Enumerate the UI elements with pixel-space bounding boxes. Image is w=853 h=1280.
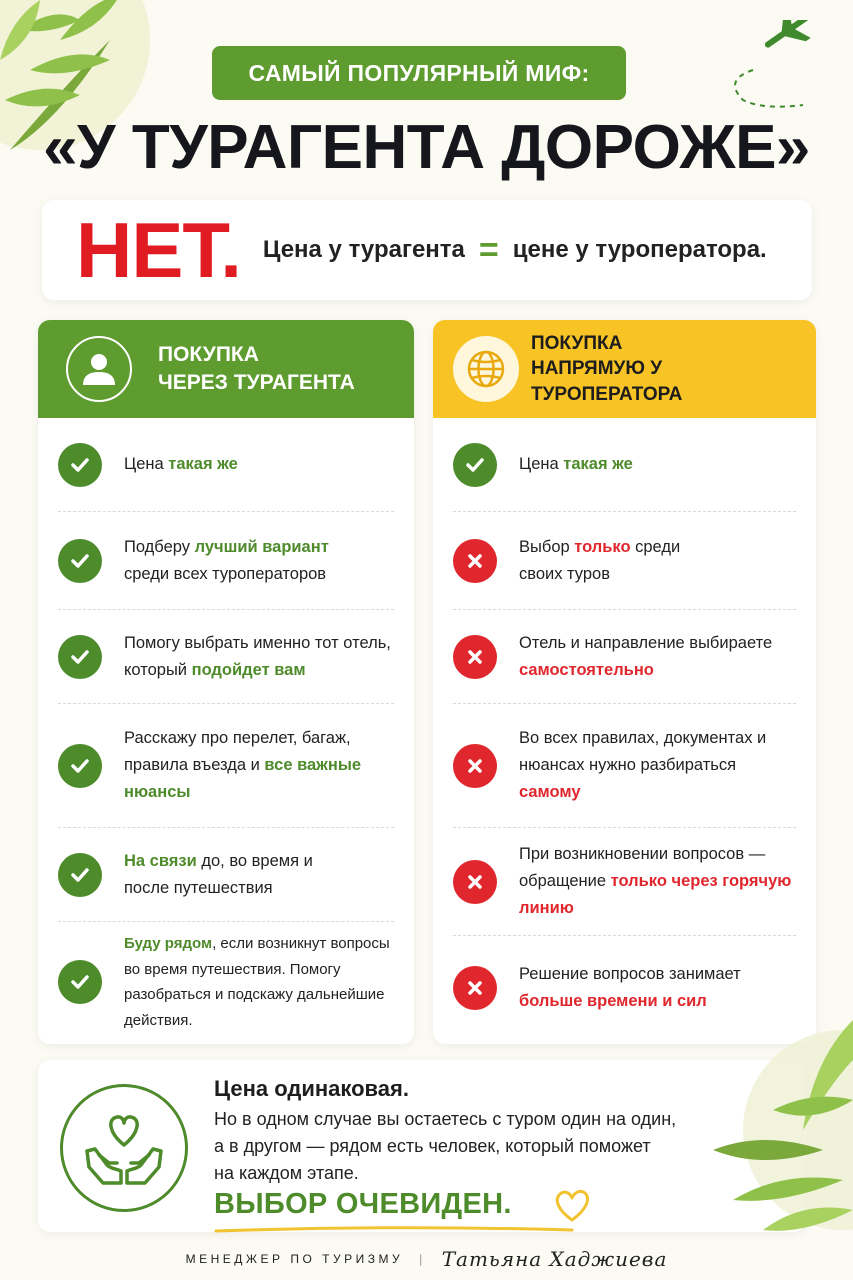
answer-left: Цена у турагента <box>262 236 465 263</box>
conclusion-line: на каждом этапе. <box>214 1163 359 1183</box>
list-item <box>453 418 796 512</box>
answer-box <box>42 200 812 300</box>
item-highlight: только <box>574 537 631 556</box>
plane-icon <box>703 20 813 110</box>
check-icon <box>58 443 102 487</box>
list-item <box>58 922 394 1042</box>
list-item <box>58 828 394 922</box>
item-highlight: такая же <box>563 455 633 474</box>
cross-icon <box>453 966 497 1010</box>
conclusion-line: Но в одном случае вы остаетесь с туром один на один, <box>214 1109 677 1129</box>
check-icon <box>58 539 102 583</box>
list-item <box>58 512 394 610</box>
item-highlight: только через горячую линию <box>519 872 792 917</box>
answer-right: цене у туроператора. <box>512 236 767 263</box>
check-icon <box>58 960 102 1004</box>
item-text: Выбор <box>519 537 575 556</box>
item-highlight: подойдет вам <box>191 660 306 679</box>
item-highlight: все важные нюансы <box>124 756 362 801</box>
list-item <box>453 704 796 828</box>
list-item <box>58 610 394 704</box>
agent-column <box>38 320 414 1044</box>
item-text: среди всех туроператоров <box>124 564 327 583</box>
agent-list <box>38 418 414 1042</box>
item-text: среди своих туров <box>519 537 681 583</box>
operator-column <box>433 320 816 1044</box>
underline-decoration <box>214 1225 574 1235</box>
check-icon <box>58 744 102 788</box>
agent-title-line1: ПОКУПКА <box>158 342 259 366</box>
list-item <box>453 610 796 704</box>
item-text: Расскажу про перелет, багаж, правила въезда и <box>124 729 351 775</box>
footer <box>0 1247 853 1271</box>
list-item <box>58 704 394 828</box>
item-highlight: самому <box>519 782 581 801</box>
heart-hands-icon <box>60 1084 188 1212</box>
list-item <box>453 828 796 936</box>
list-item <box>453 512 796 610</box>
answer-word: НЕТ. <box>76 205 241 294</box>
item-text: до, во время и после путешествия <box>124 851 313 897</box>
footer-signature: Татьяна Хаджиева <box>441 1247 668 1271</box>
check-icon <box>58 853 102 897</box>
item-text: Цена <box>124 455 169 474</box>
choice-statement: ВЫБОР ОЧЕВИДЕН. <box>214 1188 512 1220</box>
item-text: Отель и направление выбираете <box>519 633 773 652</box>
cross-icon <box>453 539 497 583</box>
answer-statement <box>263 233 767 267</box>
item-highlight: такая же <box>168 455 238 474</box>
operator-header <box>433 320 816 418</box>
conclusion-title: Цена одинаковая. <box>214 1076 409 1101</box>
agent-title-line2: ЧЕРЕЗ ТУРАГЕНТА <box>158 371 355 394</box>
item-highlight: самостоятельно <box>519 660 654 679</box>
item-text: , если возникнут вопросы во время путешествия. Помогу разобраться и подскажу дальнейшие действия. <box>124 935 390 1029</box>
cross-icon <box>453 635 497 679</box>
heart-icon <box>550 1184 594 1226</box>
item-text: Цена <box>519 455 564 474</box>
item-highlight: На связи <box>124 851 197 870</box>
equals-sign: = <box>478 231 499 269</box>
item-text: Помогу выбрать именно тот отель, который <box>124 633 391 679</box>
cross-icon <box>453 860 497 904</box>
list-item <box>58 418 394 512</box>
item-highlight: больше времени и сил <box>519 992 707 1010</box>
leaf-decoration-bottom-right <box>673 1000 853 1240</box>
operator-list <box>433 418 816 1040</box>
agent-header <box>38 320 414 418</box>
item-text: Подберу <box>124 537 195 556</box>
footer-separator: | <box>419 1252 426 1266</box>
operator-title-line2: НАПРЯМУЮ У ТУРОПЕРАТОРА <box>531 358 683 405</box>
page-title: «У ТУРАГЕНТА ДОРОЖЕ» <box>43 113 810 182</box>
conclusion-line: а в другом — рядом есть человек, который поможет <box>214 1136 651 1156</box>
globe-icon <box>453 336 519 402</box>
operator-title-line1: ПОКУПКА <box>531 332 623 354</box>
myth-badge: САМЫЙ ПОПУЛЯРНЫЙ МИФ: <box>212 46 626 100</box>
check-icon <box>453 443 497 487</box>
item-text: Решение вопросов занимает <box>519 965 741 984</box>
user-icon <box>66 336 132 402</box>
footer-role: МЕНЕДЖЕР ПО ТУРИЗМУ <box>185 1252 404 1266</box>
check-icon <box>58 635 102 679</box>
item-highlight: Буду рядом <box>124 935 213 952</box>
conclusion-text <box>214 1106 676 1187</box>
item-highlight: лучший вариант <box>194 537 329 556</box>
item-text: Во всех правилах, документах и нюансах нужно разбираться <box>519 729 767 775</box>
cross-icon <box>453 744 497 788</box>
item-text: При возникновении вопросов — обращение <box>519 845 766 891</box>
